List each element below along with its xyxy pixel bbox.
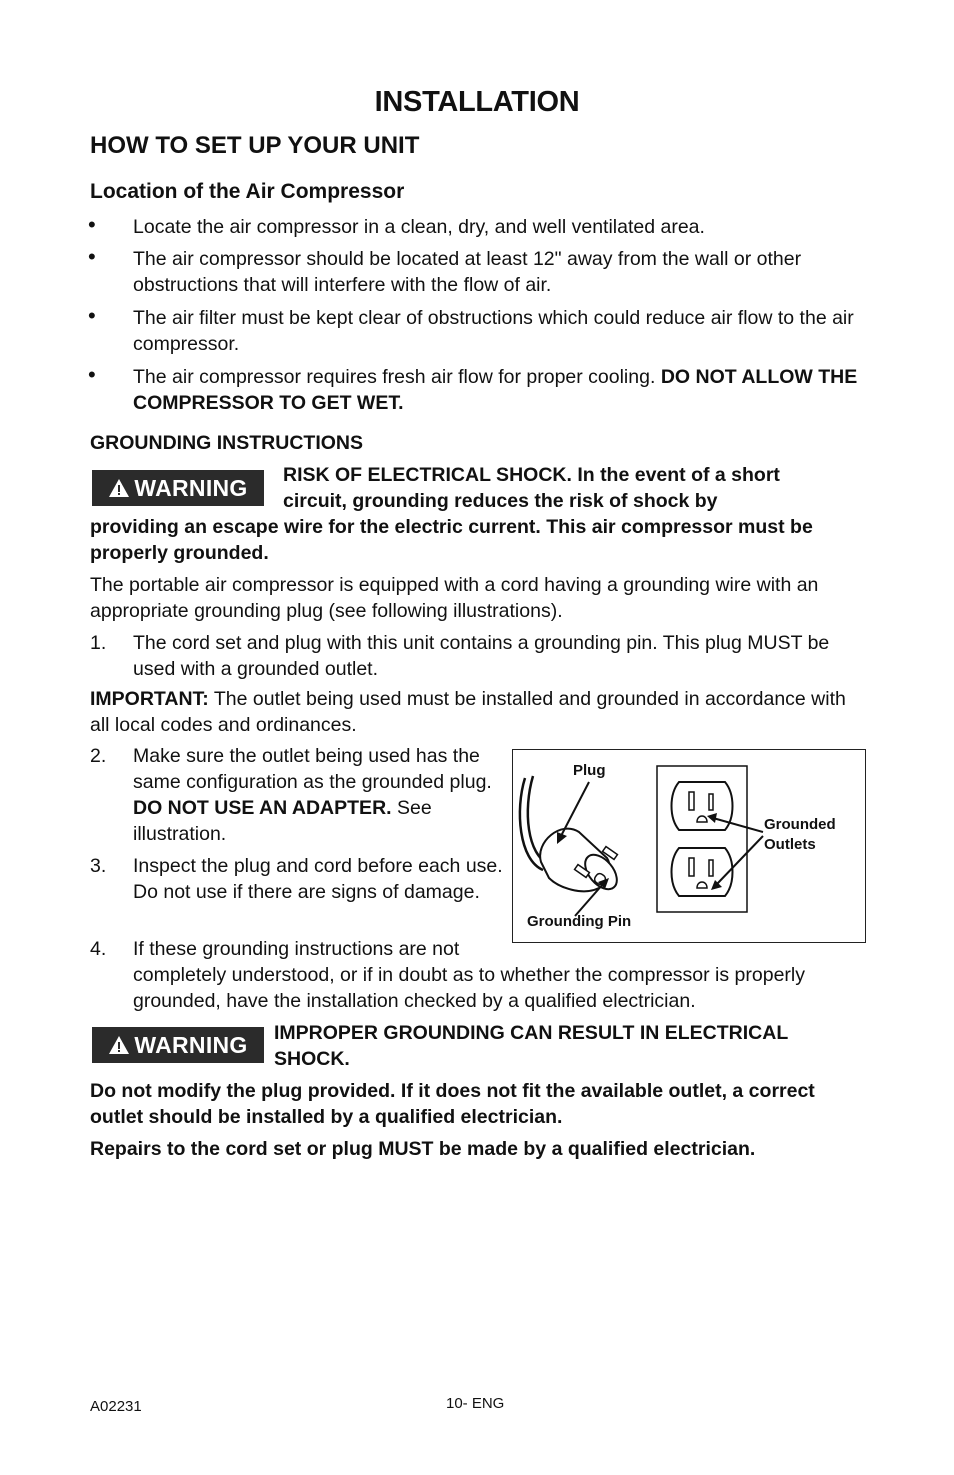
warning-1-text: providing an escape wire for the electric current. This air compressor must be properly grounded. [90, 516, 813, 564]
outlets-label-line-1: Grounded [764, 816, 836, 833]
step-1-number: 1. [90, 632, 107, 654]
bullet-dot: • [88, 212, 96, 237]
step-2-tail: See illustration. [133, 797, 432, 845]
warning-badge [92, 470, 264, 506]
outlets-label-line-2: Outlets [764, 836, 816, 853]
bullet-dot: • [88, 303, 96, 328]
warning-label: WARNING [134, 474, 248, 501]
bullet-4-bold: DO NOT ALLOW THE COMPRESSOR TO GET WET. [133, 366, 858, 414]
warning-2-line-2: SHOCK. [274, 1048, 350, 1070]
plug-label: Plug [573, 762, 606, 779]
location-heading: Location of the Air Compressor [90, 180, 405, 203]
step-1-text: The cord set and plug with this unit contains a grounding pin. This plug MUST be used with a grounded outlet. [133, 632, 830, 680]
warning-badge-2 [92, 1027, 264, 1063]
warning-1-line-2: circuit, grounding reduces the risk of shock by [283, 490, 718, 512]
section-title: HOW TO SET UP YOUR UNIT [90, 132, 420, 159]
important-label: IMPORTANT: [90, 688, 209, 710]
page-number: 10- ENG [446, 1395, 505, 1412]
grounding-illustration [512, 749, 866, 943]
bullet-4-text: The air compressor requires fresh air flow for proper cooling. [133, 366, 656, 388]
step-4-text: completely understood, or if in doubt as to whether the compressor is properly grounded, have the installation checked by a qualified electrician. [133, 964, 806, 1012]
important-text: The outlet being used must be installed and grounded in accordance with all local codes and ordinances. [90, 688, 846, 736]
document-code: A02231 [90, 1398, 142, 1415]
warning-triangle-icon [108, 478, 130, 498]
warning-2-line-1: IMPROPER GROUNDING CAN RESULT IN ELECTRICAL [274, 1022, 789, 1044]
step-3-number: 3. [90, 855, 107, 877]
important-note [90, 686, 850, 738]
step-3-text: Inspect the plug and cord before each use. Do not use if there are signs of damage. [133, 855, 503, 903]
location-bullet-2: The air compressor should be located at least 12" away from the wall or other obstructions that will interfere with the flow of air. [133, 248, 802, 296]
step-4-number: 4. [90, 938, 107, 960]
warning-triangle-icon [108, 1035, 130, 1055]
page-title: INSTALLATION [374, 86, 580, 118]
location-bullet-3: The air filter must be kept clear of obstructions which could reduce air flow to the air compressor. [133, 307, 854, 355]
step-2-bold: DO NOT USE AN ADAPTER. [133, 797, 392, 819]
closing-paragraph-1: Do not modify the plug provided. If it does not fit the available outlet, a correct outlet should be installed by a qualified electrician. [90, 1080, 815, 1128]
warning-1-line-1: RISK OF ELECTRICAL SHOCK. In the event of a short [283, 464, 780, 486]
step-2-main: Make sure the outlet being used has the same configuration as the grounded plug. [133, 745, 492, 793]
warning-label: WARNING [134, 1031, 248, 1058]
step-4-line-1: If these grounding instructions are not [133, 938, 460, 960]
grounding-pin-label: Grounding Pin [527, 913, 632, 930]
closing-paragraph-2: Repairs to the cord set or plug MUST be made by a qualified electrician. [90, 1138, 756, 1160]
step-2-text [133, 743, 503, 847]
paragraph-1: The portable air compressor is equipped with a cord having a grounding wire with an appropriate grounding plug (see following illustrations). [90, 574, 819, 622]
bullet-dot: • [88, 244, 96, 269]
step-2-number: 2. [90, 745, 107, 767]
location-bullet-1: Locate the air compressor in a clean, dry, and well ventilated area. [133, 216, 705, 238]
grounding-heading: GROUNDING INSTRUCTIONS [90, 432, 363, 454]
location-bullet-4 [133, 364, 873, 416]
bullet-dot: • [88, 362, 96, 387]
